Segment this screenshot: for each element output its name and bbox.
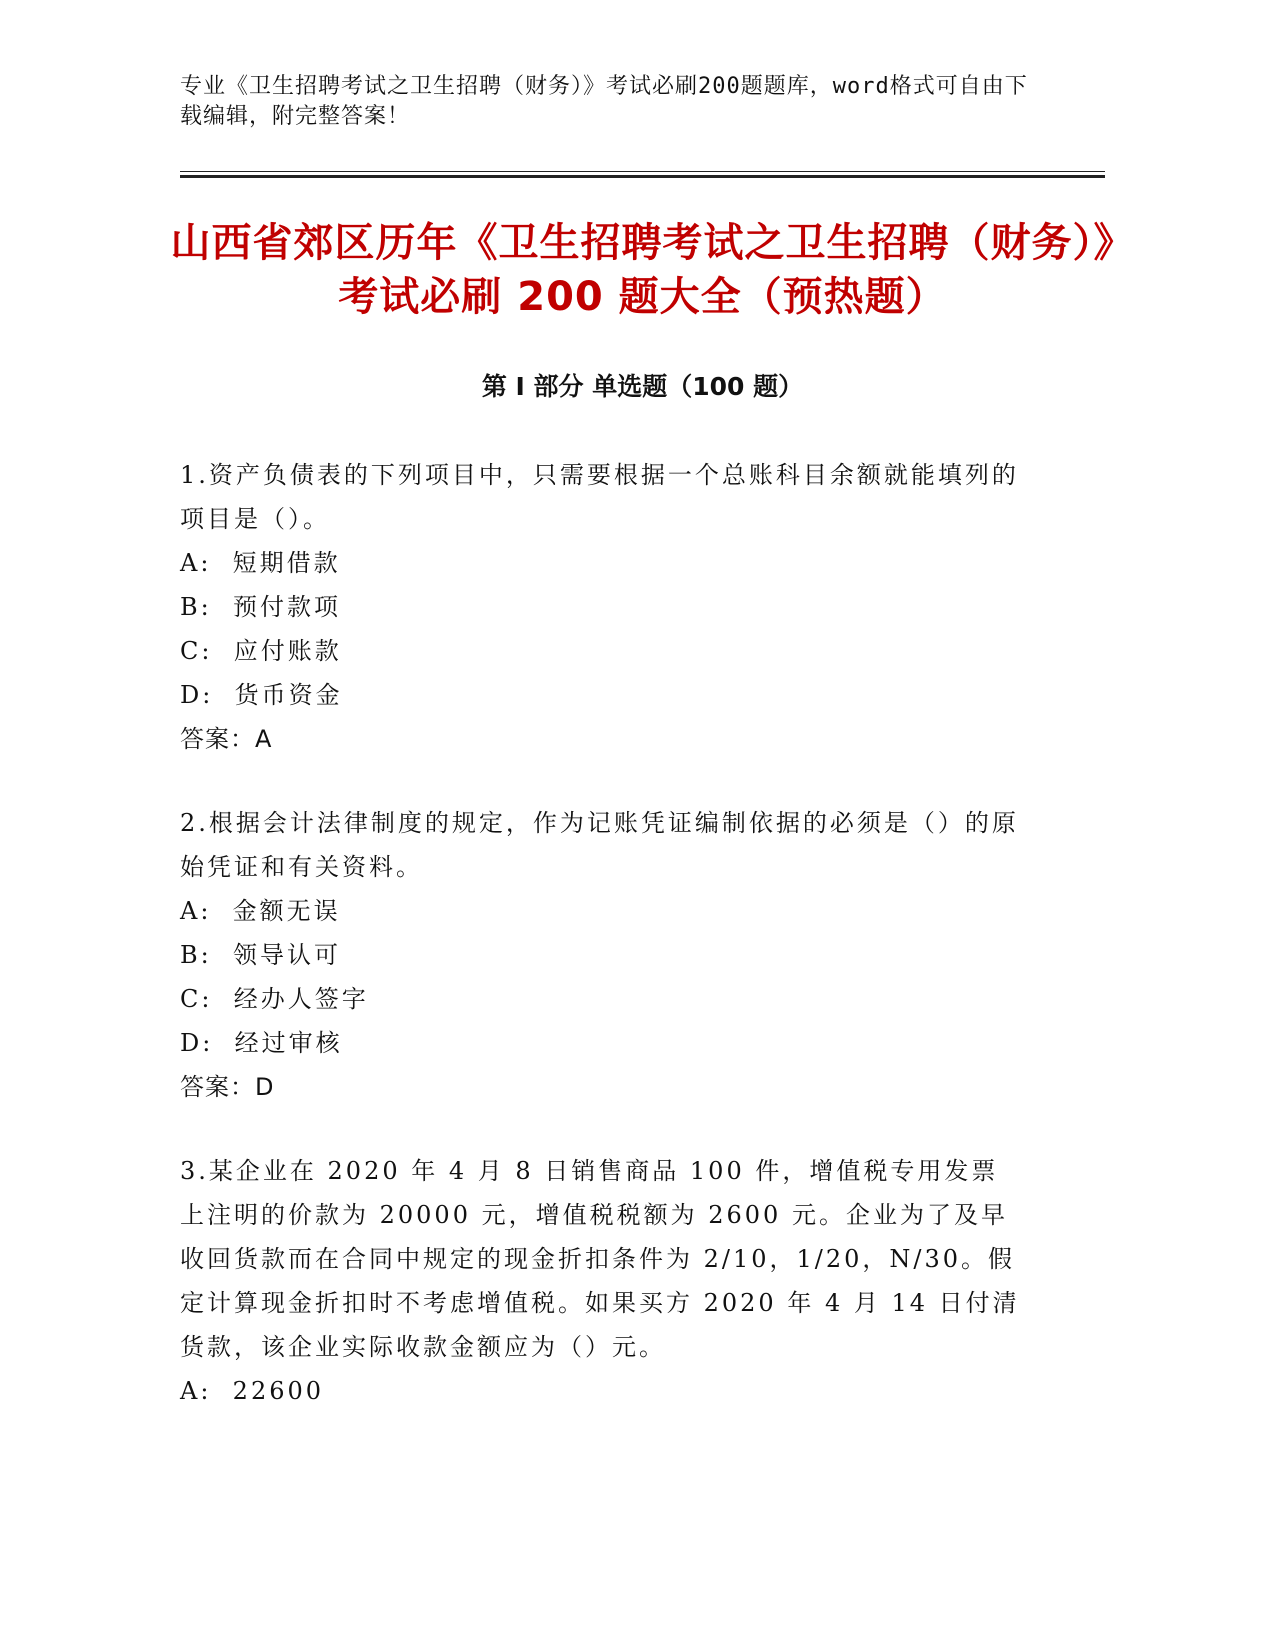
question-stem: 1.资产负债表的下列项目中，只需要根据一个总账科目余额就能填列的项目是（）。 <box>180 461 1019 533</box>
option-a: A: 短期借款 <box>180 549 341 577</box>
section-heading: 第 I 部分 单选题（100 题） <box>481 372 804 401</box>
question-2 <box>180 801 1025 1109</box>
answer-line: 答案：D <box>180 1073 275 1101</box>
header-note: 专业《卫生招聘考试之卫生招聘（财务）》考试必刷200题题库，word格式可自由下载编辑，附完整答案！ <box>180 74 1028 129</box>
header-divider-thin <box>180 171 1105 172</box>
option-b: B: 预付款项 <box>180 593 341 621</box>
option-c: C: 经办人签字 <box>180 985 369 1013</box>
question-stem: 3.某企业在 2020 年 4 月 8 日销售商品 100 件，增值税专用发票上注明的价款为 20000 元，增值税税额为 2600 元。企业为了及早收回货款而在合同中规定的现金折扣条件为 2/10，1/20，N/30。假定计算现金折扣时不考虑增值税。如果买方 2020 年 4 月 14 日付清货款，该企业实际收款金额应为（）元。 <box>180 1157 1020 1361</box>
option-a: A: 金额无误 <box>180 897 341 925</box>
answer-line: 答案：A <box>180 725 273 753</box>
question-stem: 2.根据会计法律制度的规定，作为记账凭证编制依据的必须是（）的原始凭证和有关资料。 <box>180 809 1019 881</box>
header-divider-thick <box>180 175 1105 178</box>
option-d: D: 经过审核 <box>180 1029 343 1057</box>
option-c: C: 应付账款 <box>180 637 342 665</box>
option-d: D: 货币资金 <box>180 681 343 709</box>
question-3 <box>180 1149 1025 1413</box>
question-1 <box>180 453 1025 761</box>
document-title: 山西省郊区历年《卫生招聘考试之卫生招聘（财务）》考试必刷 200 题大全（预热题） <box>170 220 1115 320</box>
option-a: A: 22600 <box>180 1377 325 1405</box>
option-b: B: 领导认可 <box>180 941 341 969</box>
